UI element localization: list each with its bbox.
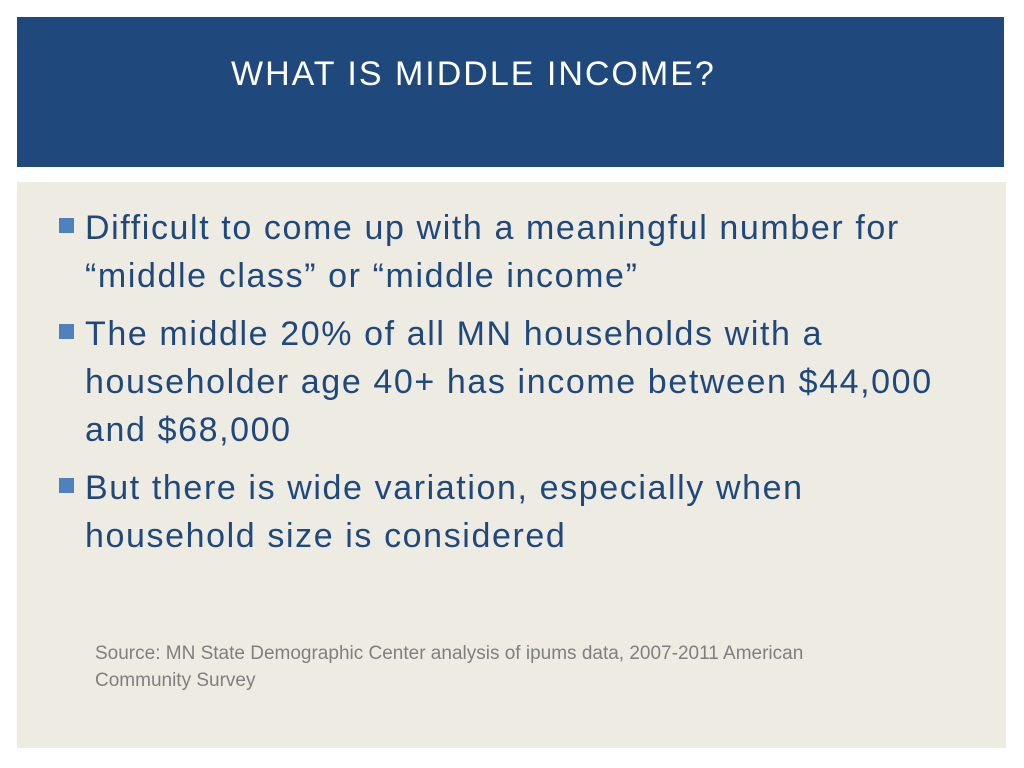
source-note: Source: MN State Demographic Center analysis of ipums data, 2007-2011 American Community Survey: [95, 643, 804, 691]
square-bullet-icon: [59, 478, 74, 493]
slide-title: WHAT IS MIDDLE INCOME?: [231, 55, 716, 93]
title-bar: [17, 17, 1004, 167]
bullet-text: The middle 20% of all MN households with a householder age 40+ has income between $44,000 and $68,000: [85, 315, 933, 449]
bullet-text: Difficult to come up with a meaningful number for “middle class” or “middle income”: [85, 209, 900, 295]
bullet-item: [59, 310, 959, 454]
bullet-item: [59, 464, 959, 560]
square-bullet-icon: [59, 324, 74, 339]
bullet-list: [59, 204, 959, 570]
content-panel: [17, 182, 1006, 748]
bullet-text: But there is wide variation, especially when household size is considered: [85, 469, 804, 555]
square-bullet-icon: [59, 218, 74, 233]
bullet-item: [59, 204, 959, 300]
